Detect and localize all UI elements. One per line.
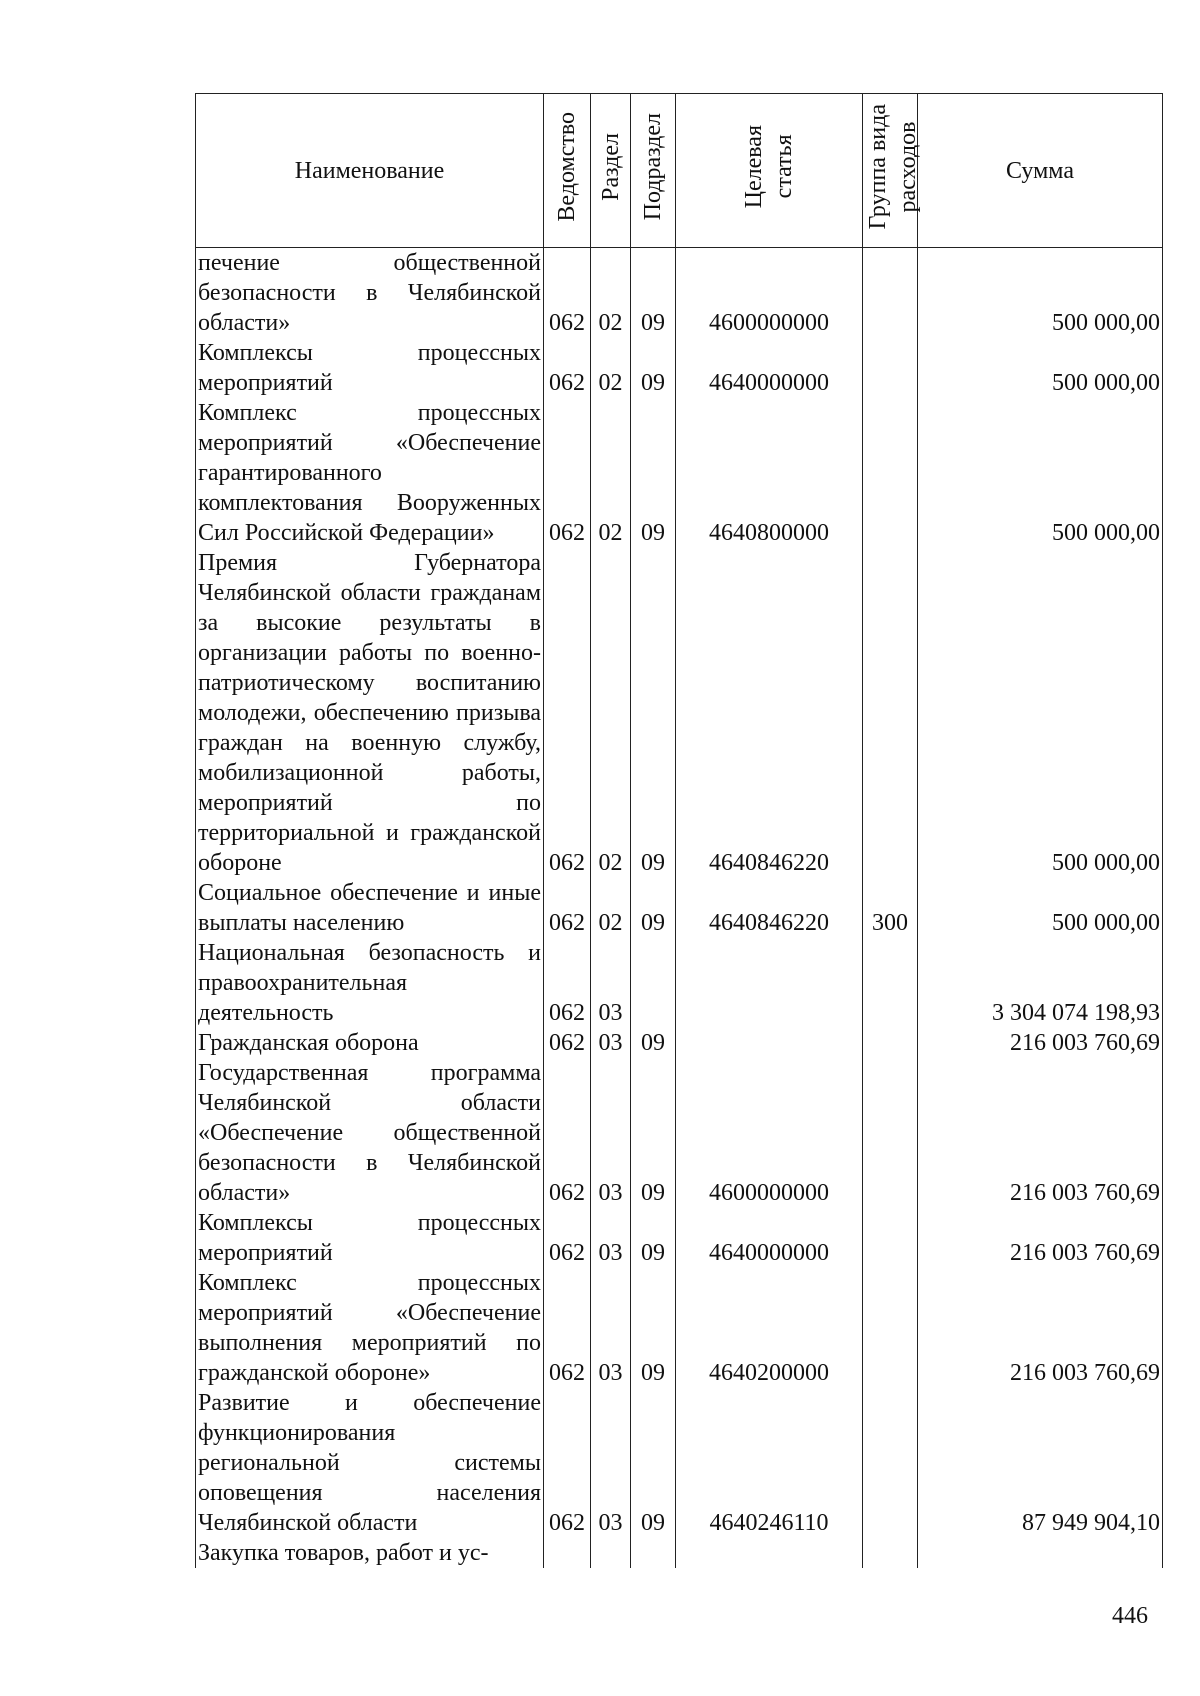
empty-cell	[544, 1538, 591, 1568]
row-razdel: 02	[591, 338, 631, 398]
row-gruppa	[863, 938, 918, 1028]
row-podrazdel: 09	[631, 548, 676, 878]
row-gruppa	[863, 398, 918, 548]
header-vedomstvo: Ведомство	[544, 94, 591, 248]
row-podrazdel: 09	[631, 1208, 676, 1268]
table-row	[196, 878, 1163, 938]
header-name: Наименование	[196, 94, 544, 248]
row-summa: 500 000,00	[918, 878, 1163, 938]
table-row	[196, 548, 1163, 878]
row-name: Государственная программа Челябинской области «Обеспечение общественной безопасности в Челябинской области»	[196, 1058, 544, 1208]
row-celevaya: 4640246110	[676, 1388, 863, 1538]
row-gruppa	[863, 1208, 918, 1268]
row-podrazdel: 09	[631, 878, 676, 938]
row-name: печение общественной безопасности в Челябинской области»	[196, 248, 544, 339]
row-summa: 500 000,00	[918, 398, 1163, 548]
table-row-continuation	[196, 1538, 1163, 1568]
row-celevaya: 4640800000	[676, 398, 863, 548]
row-razdel: 02	[591, 548, 631, 878]
row-summa: 216 003 760,69	[918, 1208, 1163, 1268]
row-podrazdel: 09	[631, 1058, 676, 1208]
row-vedomstvo: 062	[544, 1208, 591, 1268]
header-celevaya-statya: Целевая статья	[676, 94, 863, 248]
budget-table	[195, 93, 1163, 1568]
row-celevaya: 4640200000	[676, 1268, 863, 1388]
page-number: 446	[1112, 1603, 1148, 1629]
table-row	[196, 1388, 1163, 1538]
table-row	[196, 248, 1163, 339]
row-celevaya: 4600000000	[676, 248, 863, 339]
row-podrazdel: 09	[631, 1268, 676, 1388]
row-celevaya	[676, 1028, 863, 1058]
row-razdel: 03	[591, 1028, 631, 1058]
row-podrazdel: 09	[631, 1028, 676, 1058]
row-podrazdel	[631, 938, 676, 1028]
row-razdel: 02	[591, 878, 631, 938]
row-vedomstvo: 062	[544, 938, 591, 1028]
row-razdel: 02	[591, 398, 631, 548]
row-razdel: 03	[591, 1388, 631, 1538]
row-razdel: 03	[591, 938, 631, 1028]
row-summa: 87 949 904,10	[918, 1388, 1163, 1538]
table-row	[196, 1208, 1163, 1268]
row-name: Премия Губернатора Челябинской области гражданам за высокие результаты в организации работы по военно-патриотическому воспитанию молодежи, обеспечению призыва граждан на военную службу, мобилизационной работы, мероприятий по территориальной и гражданской обороне	[196, 548, 544, 878]
row-name: Комплексы процессных мероприятий	[196, 1208, 544, 1268]
row-vedomstvo: 062	[544, 1268, 591, 1388]
row-vedomstvo: 062	[544, 1028, 591, 1058]
row-celevaya: 4640846220	[676, 878, 863, 938]
empty-cell	[591, 1538, 631, 1568]
empty-cell	[676, 1538, 863, 1568]
row-summa: 500 000,00	[918, 548, 1163, 878]
table-row	[196, 938, 1163, 1028]
row-razdel: 03	[591, 1208, 631, 1268]
row-name: Развитие и обеспечение функционирования региональной системы оповещения населения Челябинской области	[196, 1388, 544, 1538]
header-razdel: Раздел	[591, 94, 631, 248]
header-podrazdel: Подраздел	[631, 94, 676, 248]
table-row	[196, 398, 1163, 548]
row-gruppa	[863, 248, 918, 339]
table-row	[196, 338, 1163, 398]
row-summa: 216 003 760,69	[918, 1028, 1163, 1058]
row-vedomstvo: 062	[544, 338, 591, 398]
row-summa: 500 000,00	[918, 338, 1163, 398]
row-vedomstvo: 062	[544, 1388, 591, 1538]
row-celevaya	[676, 938, 863, 1028]
row-vedomstvo: 062	[544, 1058, 591, 1208]
table-row	[196, 1268, 1163, 1388]
row-summa: 500 000,00	[918, 248, 1163, 339]
row-gruppa: 300	[863, 878, 918, 938]
row-name-continuation: Закупка товаров, работ и ус-	[196, 1538, 544, 1568]
empty-cell	[863, 1538, 918, 1568]
row-gruppa	[863, 338, 918, 398]
row-name: Социальное обеспечение и иные выплаты населению	[196, 878, 544, 938]
row-name: Национальная безопасность и правоохранительная деятельность	[196, 938, 544, 1028]
row-celevaya: 4640846220	[676, 548, 863, 878]
row-summa: 216 003 760,69	[918, 1268, 1163, 1388]
row-razdel: 03	[591, 1058, 631, 1208]
row-name: Гражданская оборона	[196, 1028, 544, 1058]
row-vedomstvo: 062	[544, 548, 591, 878]
row-gruppa	[863, 1058, 918, 1208]
row-podrazdel: 09	[631, 398, 676, 548]
row-podrazdel: 09	[631, 1388, 676, 1538]
row-name: Комплекс процессных мероприятий «Обеспечение гарантированного комплектования Вооруженных Сил Российской Федерации»	[196, 398, 544, 548]
row-razdel: 03	[591, 1268, 631, 1388]
row-razdel: 02	[591, 248, 631, 339]
table-row	[196, 1058, 1163, 1208]
empty-cell	[631, 1538, 676, 1568]
row-vedomstvo: 062	[544, 878, 591, 938]
row-summa: 3 304 074 198,93	[918, 938, 1163, 1028]
row-vedomstvo: 062	[544, 398, 591, 548]
header-summa: Сумма	[918, 94, 1163, 248]
table-row	[196, 1028, 1163, 1058]
row-gruppa	[863, 1388, 918, 1538]
row-name: Комплексы процессных мероприятий	[196, 338, 544, 398]
row-podrazdel: 09	[631, 248, 676, 339]
header-row	[196, 94, 1163, 248]
row-gruppa	[863, 548, 918, 878]
row-celevaya: 4640000000	[676, 338, 863, 398]
row-gruppa	[863, 1268, 918, 1388]
empty-cell	[918, 1538, 1163, 1568]
row-podrazdel: 09	[631, 338, 676, 398]
row-celevaya: 4640000000	[676, 1208, 863, 1268]
row-celevaya: 4600000000	[676, 1058, 863, 1208]
row-summa: 216 003 760,69	[918, 1058, 1163, 1208]
row-vedomstvo: 062	[544, 248, 591, 339]
header-gruppa-vida-rashodov: Группа вида расходов	[863, 94, 918, 248]
row-name: Комплекс процессных мероприятий «Обеспечение выполнения мероприятий по гражданской обороне»	[196, 1268, 544, 1388]
row-gruppa	[863, 1028, 918, 1058]
